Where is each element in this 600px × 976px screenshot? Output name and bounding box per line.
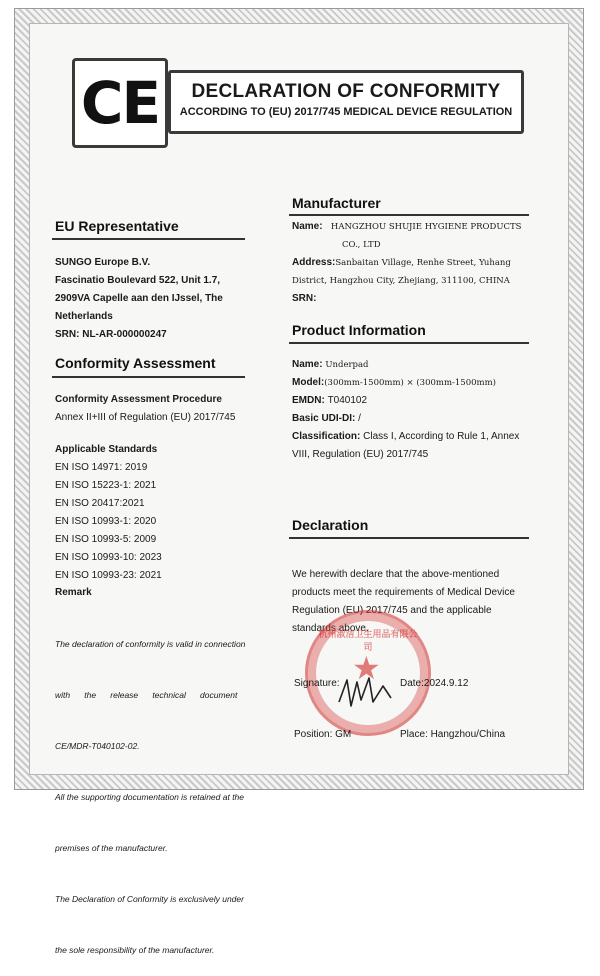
date-value: 2024.9.12 xyxy=(423,678,469,689)
eu-rep-block xyxy=(55,254,255,344)
eu-rep-line: SUNGO Europe B.V. xyxy=(55,257,151,268)
place-value: Hangzhou/China xyxy=(430,729,506,740)
manufacturer-name-cont: CO., LTD xyxy=(342,240,381,250)
ce-mark: CE xyxy=(80,69,160,137)
address-line: District, Hangzhou City, Zhejiang, 311100, CHINA xyxy=(292,276,510,286)
product-block xyxy=(292,356,542,464)
declaration-line: We herewith declare that the above-mentioned xyxy=(292,569,500,580)
manufacturer-block xyxy=(292,218,537,308)
declaration-heading: Declaration xyxy=(292,517,369,533)
seal-text: 杭州淑洁卫生用品有限公司 xyxy=(318,629,418,652)
divider xyxy=(289,537,529,539)
standard-item: EN ISO 15223-1: 2021 xyxy=(55,480,157,491)
standard-item: EN ISO 10993-10: 2023 xyxy=(55,552,162,563)
eu-rep-line: 2909VA Capelle aan den IJssel, The xyxy=(55,293,223,304)
eu-rep-line: Netherlands xyxy=(55,311,113,322)
srn-label: SRN: xyxy=(292,293,317,304)
remark-line: CE/MDR-T040102-02. xyxy=(55,741,140,751)
declaration-line: products meet the requirements of Medical Device xyxy=(292,587,515,598)
remark-block xyxy=(55,602,255,976)
remark-line: The declaration of conformity is valid in connection xyxy=(55,639,246,649)
remark-line: with the release technical document xyxy=(55,690,238,700)
position-label: Position: xyxy=(294,729,333,740)
eu-rep-heading: EU Representative xyxy=(55,218,179,234)
place-field xyxy=(400,726,505,744)
position-value: GM xyxy=(335,729,352,740)
remark-line: All the supporting documentation is retained at the xyxy=(55,792,245,802)
ce-mark-logo xyxy=(72,58,168,148)
conformity-heading: Conformity Assessment xyxy=(55,355,216,371)
udi-label: Basic UDI-DI: xyxy=(292,413,356,424)
star-icon: ★ xyxy=(352,650,381,686)
page-subtitle: ACCORDING TO (EU) 2017/745 MEDICAL DEVICE REGULATION xyxy=(179,106,513,118)
name-label: Name: xyxy=(292,221,323,232)
eu-rep-line: Fascinatio Boulevard 522, Unit 1.7, xyxy=(55,275,221,286)
divider xyxy=(289,342,529,344)
divider xyxy=(52,376,245,378)
remark-line: The Declaration of Conformity is exclusively under xyxy=(55,894,244,904)
manufacturer-name: HANGZHOU SHUJIE HYGIENE PRODUCTS xyxy=(330,222,522,232)
place-label: Place: xyxy=(400,729,428,740)
divider xyxy=(52,238,245,240)
declaration-line: Regulation (EU) 2017/745 and the applicable xyxy=(292,605,492,616)
title-box xyxy=(168,70,524,134)
position-field xyxy=(294,726,351,744)
emdn-value: T040102 xyxy=(327,395,368,406)
remark-line: the sole responsibility of the manufacturer. xyxy=(55,945,215,955)
manufacturer-heading: Manufacturer xyxy=(292,195,381,211)
signature-scribble xyxy=(335,672,395,712)
standard-item: EN ISO 10993-23: 2021 xyxy=(55,570,162,581)
page-title: DECLARATION OF CONFORMITY xyxy=(191,81,501,102)
model-label: Model: xyxy=(292,377,325,388)
standard-item: EN ISO 14971: 2019 xyxy=(55,462,148,473)
standard-item: EN ISO 10993-1: 2020 xyxy=(55,516,157,527)
standards-label: Applicable Standards xyxy=(55,444,158,455)
eu-rep-line: SRN: NL-AR-000000247 xyxy=(55,329,167,340)
signature-field xyxy=(294,675,340,693)
procedure-label: Conformity Assessment Procedure xyxy=(55,394,222,405)
address-line: Sanbaitan Village, Renhe Street, Yuhang xyxy=(335,258,511,268)
standard-item: EN ISO 20417:2021 xyxy=(55,498,145,509)
date-field xyxy=(400,675,468,693)
product-name: Underpad xyxy=(325,360,369,370)
conformity-block xyxy=(55,391,275,585)
emdn-label: EMDN: xyxy=(292,395,325,406)
model-value: (300mm-1500mm) × (300mm-1500mm) xyxy=(324,378,496,388)
classification-value: Class I, According to Rule 1, Annex xyxy=(363,431,520,442)
remark-line: premises of the manufacturer. xyxy=(55,843,168,853)
signature-label: Signature: xyxy=(294,678,340,689)
date-label: Date: xyxy=(400,678,424,689)
udi-value: / xyxy=(358,413,361,424)
product-heading: Product Information xyxy=(292,322,426,338)
classification-value-cont: VIII, Regulation (EU) 2017/745 xyxy=(292,449,429,460)
remark-heading: Remark xyxy=(55,587,92,598)
product-name-label: Name: xyxy=(292,359,323,370)
address-label: Address: xyxy=(292,257,336,268)
procedure-value: Annex II+III of Regulation (EU) 2017/745 xyxy=(55,412,236,423)
classification-label: Classification: xyxy=(292,431,361,442)
divider xyxy=(289,214,529,216)
standard-item: EN ISO 10993-5: 2009 xyxy=(55,534,157,545)
declaration-line: standards above. xyxy=(292,623,369,634)
